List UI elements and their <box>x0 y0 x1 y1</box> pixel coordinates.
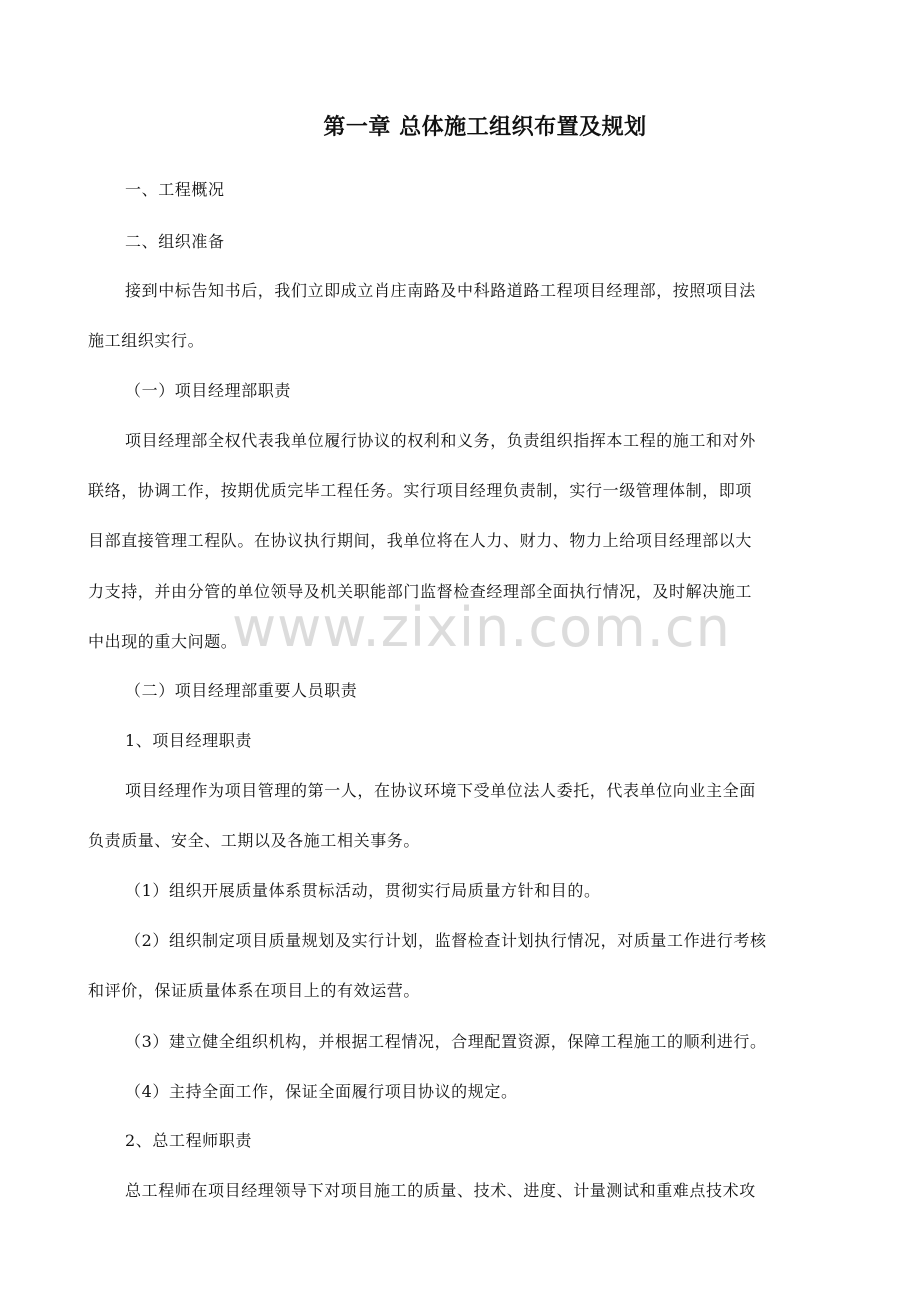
item-heading-pm-duties: 1、项目经理职责 <box>125 731 252 750</box>
paragraph-line: 力支持，并由分管的单位领导及机关职能部门监督检查经理部全面执行情况，及时解决施工 <box>88 582 753 601</box>
paragraph-line: 项目经理部全权代表我单位履行协议的权利和义务，负责组织指挥本工程的施工和对外 <box>125 431 756 450</box>
paragraph-line: 接到中标告知书后，我们立即成立肖庄南路及中科路道路工程项目经理部，按照项目法 <box>125 281 756 300</box>
list-item-continuation: 和评价，保证质量体系在项目上的有效运营。 <box>88 981 421 1000</box>
paragraph-line: 负责质量、安全、工期以及各施工相关事务。 <box>88 831 421 850</box>
watermark: www.zixin.com.cn <box>232 596 731 659</box>
list-item: （2）组织制定项目质量规划及实行计划，监督检查计划执行情况，对质量工作进行考核 <box>125 931 767 950</box>
paragraph-line: 项目经理作为项目管理的第一人，在协议环境下受单位法人委托，代表单位向业主全面 <box>125 781 756 800</box>
subsection-heading-dept-duties: （一）项目经理部职责 <box>125 381 292 400</box>
list-item: （3）建立健全组织机构，并根据工程情况，合理配置资源，保障工程施工的顺利进行。 <box>125 1032 767 1051</box>
section-heading-organization-prep: 二、组织准备 <box>125 232 225 251</box>
paragraph-line: 总工程师在项目经理领导下对项目施工的质量、技术、进度、计量测试和重难点技术攻 <box>125 1181 756 1200</box>
subsection-heading-key-staff: （二）项目经理部重要人员职责 <box>125 681 358 700</box>
section-heading-project-overview: 一、工程概况 <box>125 180 225 199</box>
paragraph-line: 施工组织实行。 <box>88 331 205 350</box>
item-heading-chief-engineer-duties: 2、总工程师职责 <box>125 1131 252 1150</box>
paragraph-line: 目部直接管理工程队。在协议执行期间，我单位将在人力、财力、物力上给项目经理部以大 <box>88 531 753 550</box>
paragraph-line: 联络，协调工作，按期优质完毕工程任务。实行项目经理负责制，实行一级管理体制，即项 <box>88 481 753 500</box>
list-item: （4）主持全面工作，保证全面履行项目协议的规定。 <box>125 1082 518 1101</box>
list-item: （1）组织开展质量体系贯标活动，贯彻实行局质量方针和目的。 <box>125 881 601 900</box>
chapter-title: 第一章 总体施工组织布置及规划 <box>323 114 647 140</box>
paragraph-line: 中出现的重大问题。 <box>88 632 238 651</box>
